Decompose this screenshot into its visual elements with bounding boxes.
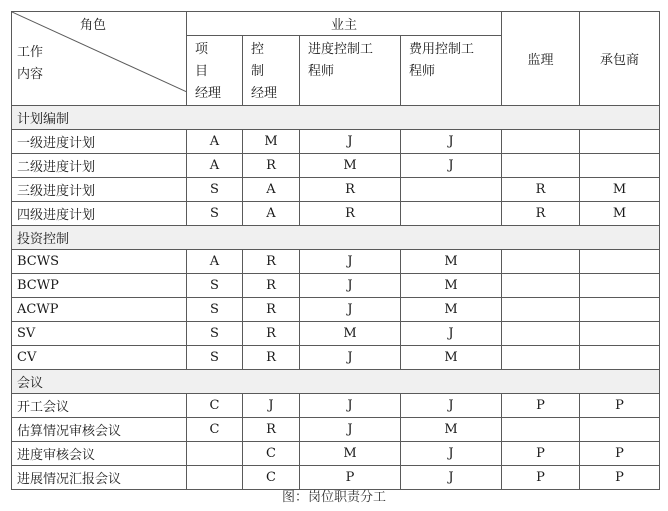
responsibility-cell bbox=[502, 274, 580, 298]
responsibility-cell bbox=[187, 442, 243, 466]
responsibility-cell: M bbox=[300, 154, 401, 178]
responsibility-table-container bbox=[11, 11, 660, 490]
task-name-cell: BCWS bbox=[12, 250, 187, 274]
responsibility-cell: S bbox=[187, 178, 243, 202]
responsibility-cell: S bbox=[187, 298, 243, 322]
responsibility-cell: R bbox=[243, 154, 300, 178]
responsibility-cell: R bbox=[243, 274, 300, 298]
responsibility-cell: C bbox=[243, 442, 300, 466]
responsibility-cell: R bbox=[502, 202, 580, 226]
responsibility-matrix-table bbox=[11, 11, 660, 490]
responsibility-cell: R bbox=[243, 250, 300, 274]
work-header-label: 工作 bbox=[17, 45, 44, 60]
task-name-cell: 进度审核会议 bbox=[12, 442, 187, 466]
table-row bbox=[12, 130, 660, 154]
diagonal-header-cell bbox=[12, 12, 187, 106]
task-name-cell: 一级进度计划 bbox=[12, 130, 187, 154]
responsibility-cell: M bbox=[401, 298, 502, 322]
task-name-cell: 估算情况审核会议 bbox=[12, 418, 187, 442]
responsibility-cell: C bbox=[187, 394, 243, 418]
responsibility-cell: M bbox=[401, 250, 502, 274]
responsibility-cell: M bbox=[580, 202, 660, 226]
table-row bbox=[12, 394, 660, 418]
responsibility-cell bbox=[502, 346, 580, 370]
responsibility-cell bbox=[580, 346, 660, 370]
table-row bbox=[12, 298, 660, 322]
responsibility-cell: P bbox=[502, 394, 580, 418]
task-name-cell: SV bbox=[12, 322, 187, 346]
section-title: 计划编制 bbox=[12, 106, 660, 130]
content-header-label: 内容 bbox=[17, 67, 44, 82]
responsibility-cell bbox=[580, 322, 660, 346]
role-header-label: 角色 bbox=[79, 18, 106, 33]
responsibility-cell: R bbox=[243, 418, 300, 442]
responsibility-cell: P bbox=[502, 442, 580, 466]
responsibility-cell: J bbox=[243, 394, 300, 418]
responsibility-cell: C bbox=[187, 418, 243, 442]
responsibility-cell bbox=[580, 298, 660, 322]
responsibility-cell: J bbox=[300, 130, 401, 154]
responsibility-cell: S bbox=[187, 322, 243, 346]
table-row bbox=[12, 442, 660, 466]
project-manager-header: 项 目 经理 bbox=[187, 36, 243, 106]
section-row bbox=[12, 106, 660, 130]
task-name-cell: 三级进度计划 bbox=[12, 178, 187, 202]
responsibility-cell: P bbox=[580, 442, 660, 466]
responsibility-cell: J bbox=[300, 346, 401, 370]
table-row bbox=[12, 346, 660, 370]
task-name-cell: ACWP bbox=[12, 298, 187, 322]
task-name-cell: 进展情况汇报会议 bbox=[12, 466, 187, 490]
responsibility-cell: M bbox=[243, 130, 300, 154]
responsibility-cell bbox=[502, 418, 580, 442]
section-row bbox=[12, 226, 660, 250]
responsibility-cell: J bbox=[401, 394, 502, 418]
table-row bbox=[12, 322, 660, 346]
responsibility-cell: P bbox=[502, 466, 580, 490]
responsibility-cell: J bbox=[300, 418, 401, 442]
table-row bbox=[12, 274, 660, 298]
responsibility-cell bbox=[502, 250, 580, 274]
responsibility-cell bbox=[580, 250, 660, 274]
cost-engineer-header: 费用控制工 程师 bbox=[401, 36, 502, 106]
task-name-cell: CV bbox=[12, 346, 187, 370]
responsibility-cell bbox=[502, 130, 580, 154]
task-name-cell: 四级进度计划 bbox=[12, 202, 187, 226]
responsibility-cell: M bbox=[401, 418, 502, 442]
responsibility-cell: S bbox=[187, 274, 243, 298]
responsibility-cell: J bbox=[401, 154, 502, 178]
responsibility-cell: A bbox=[187, 154, 243, 178]
responsibility-cell: M bbox=[300, 442, 401, 466]
section-row bbox=[12, 370, 660, 394]
task-name-cell: 二级进度计划 bbox=[12, 154, 187, 178]
responsibility-cell bbox=[502, 322, 580, 346]
responsibility-cell: J bbox=[401, 466, 502, 490]
responsibility-cell: M bbox=[580, 178, 660, 202]
responsibility-cell: J bbox=[401, 130, 502, 154]
responsibility-cell: R bbox=[243, 322, 300, 346]
responsibility-cell: P bbox=[580, 466, 660, 490]
responsibility-cell: J bbox=[300, 394, 401, 418]
table-row bbox=[12, 178, 660, 202]
responsibility-cell bbox=[502, 154, 580, 178]
responsibility-cell bbox=[401, 202, 502, 226]
responsibility-cell: R bbox=[300, 202, 401, 226]
responsibility-cell bbox=[502, 298, 580, 322]
responsibility-cell bbox=[401, 178, 502, 202]
responsibility-cell: J bbox=[300, 274, 401, 298]
responsibility-cell bbox=[580, 130, 660, 154]
table-row bbox=[12, 418, 660, 442]
contractor-header: 承包商 bbox=[580, 12, 660, 106]
schedule-engineer-header: 进度控制工 程师 bbox=[300, 36, 401, 106]
owner-group-header: 业主 bbox=[187, 12, 502, 36]
table-row bbox=[12, 202, 660, 226]
responsibility-cell: A bbox=[187, 250, 243, 274]
responsibility-cell bbox=[580, 154, 660, 178]
responsibility-cell: A bbox=[243, 202, 300, 226]
responsibility-cell: R bbox=[300, 178, 401, 202]
responsibility-cell: P bbox=[300, 466, 401, 490]
responsibility-cell: J bbox=[401, 442, 502, 466]
table-row bbox=[12, 250, 660, 274]
table-row bbox=[12, 154, 660, 178]
responsibility-cell: S bbox=[187, 346, 243, 370]
responsibility-cell: J bbox=[300, 250, 401, 274]
figure-caption: 图：岗位职责分工 bbox=[281, 490, 386, 505]
responsibility-cell: S bbox=[187, 202, 243, 226]
responsibility-cell: A bbox=[187, 130, 243, 154]
responsibility-cell: R bbox=[243, 298, 300, 322]
responsibility-cell: J bbox=[401, 322, 502, 346]
task-name-cell: 开工会议 bbox=[12, 394, 187, 418]
responsibility-cell bbox=[580, 274, 660, 298]
task-name-cell: BCWP bbox=[12, 274, 187, 298]
responsibility-cell bbox=[580, 418, 660, 442]
responsibility-cell: M bbox=[300, 322, 401, 346]
supervisor-header: 监理 bbox=[502, 12, 580, 106]
section-title: 投资控制 bbox=[12, 226, 660, 250]
section-title: 会议 bbox=[12, 370, 660, 394]
responsibility-cell: R bbox=[243, 346, 300, 370]
responsibility-cell: J bbox=[300, 298, 401, 322]
responsibility-cell: C bbox=[243, 466, 300, 490]
responsibility-cell: P bbox=[580, 394, 660, 418]
responsibility-cell: M bbox=[401, 346, 502, 370]
control-manager-header: 控 制 经理 bbox=[243, 36, 300, 106]
table-body bbox=[12, 12, 660, 490]
responsibility-cell: R bbox=[502, 178, 580, 202]
responsibility-cell: A bbox=[243, 178, 300, 202]
responsibility-cell: M bbox=[401, 274, 502, 298]
